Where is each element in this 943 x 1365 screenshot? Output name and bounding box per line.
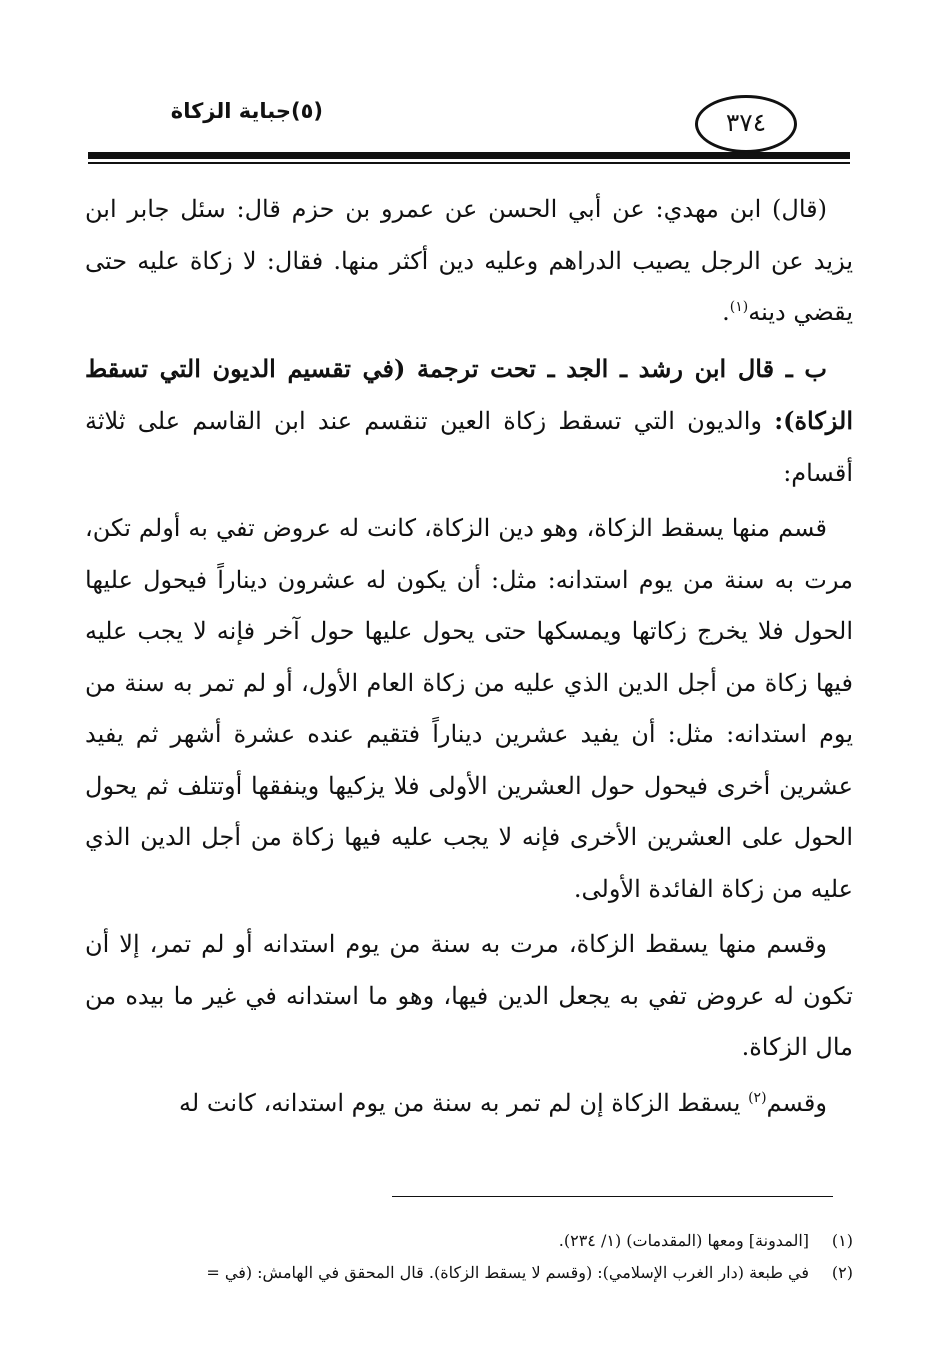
running-head-title: (٥)جباية الزكاة [170, 99, 323, 123]
paragraph-text: وقسم منها يسقط الزكاة، مرت به سنة من يوم استدانه أو لم تمر، إلا أن تكون له عروض تفي به يجعل الدين فيها، وهو ما استدانه في غير ما بيده من مال الزكاة. [85, 930, 853, 1061]
paragraph-third-category [85, 1078, 853, 1130]
header-rule-thin [88, 162, 850, 164]
footnote-separator [392, 1196, 833, 1197]
paragraph-lead: وقسم [766, 1088, 827, 1117]
header-rule-thick [88, 152, 850, 159]
footnote-text: في طبعة (دار الغرب الإسلامي): (وقسم لا يسقط الزكاة). قال المحقق في الهامش: (في = [206, 1263, 809, 1282]
paragraph-end: . [722, 298, 730, 326]
paragraph-ibn-rushd [85, 343, 853, 500]
footnotes [85, 1225, 853, 1289]
paragraph-second-category [85, 919, 853, 1074]
paragraph-text: (قال) ابن مهدي: عن أبي الحسن عن عمرو بن حزم قال: سئل جابر ابن يزيد عن الرجل يصيب الدراهم وعليه دين أكثر منها. فقال: لا زكاة عليه حتى يقضي دينه [85, 195, 853, 326]
main-text [85, 184, 853, 1129]
footnote-1 [85, 1225, 853, 1257]
footnote-ref-1: (١) [729, 299, 749, 315]
footnote-number: (٢) [831, 1263, 853, 1282]
footnote-2 [85, 1257, 853, 1289]
paragraph-text: والديون التي تسقط زكاة العين تنقسم عند ابن القاسم على ثلاثة أقسام: [85, 407, 853, 487]
paragraph-first-category [85, 503, 853, 915]
page-number-oval: ٣٧٤ [695, 95, 797, 153]
footnote-ref-2: (٢) [748, 1089, 767, 1106]
paragraph-text: يسقط الزكاة إن لم تمر به سنة من يوم استدانه، كانت له [179, 1088, 749, 1117]
bold-heading: ب ـ قال ابن رشد ـ الجد ـ تحت ترجمة (في تقسيم الديون التي تسقط الزكاة): [85, 353, 853, 435]
paragraph-ibn-mahdi [85, 184, 853, 339]
paragraph-text: قسم منها يسقط الزكاة، وهو دين الزكاة، كانت له عروض تفي به أولم تكن، مرت به سنة من يوم استدانه: مثل: أن يكون له عشرون ديناراً فيحول عليها الحول فلا يخرج زكاتها ويمسكها حتى يحول عليها حول آخر فإنه لا يجب عليه فيها زكاة من أجل الدين الذي عليه من زكاة العام الأول، أو لم تمر به سنة من يوم استدانه: مثل: أن يفيد عشرين ديناراً فتقيم عنده عشرة أشهر ثم يفيد عشرين أخرى فيحول حول العشرين الأولى فلا يزكيها وينفقها أوتتلف ثم يحول الحول على العشرين الأخرى فإنه لا يجب عليه فيها زكاة من أجل الدين الذي عليه من زكاة الفائدة الأولى. [85, 514, 854, 903]
footnote-number: (١) [831, 1231, 853, 1250]
footnote-text: [المدونة] ومعها (المقدمات) (١/ ٢٣٤). [558, 1231, 809, 1250]
